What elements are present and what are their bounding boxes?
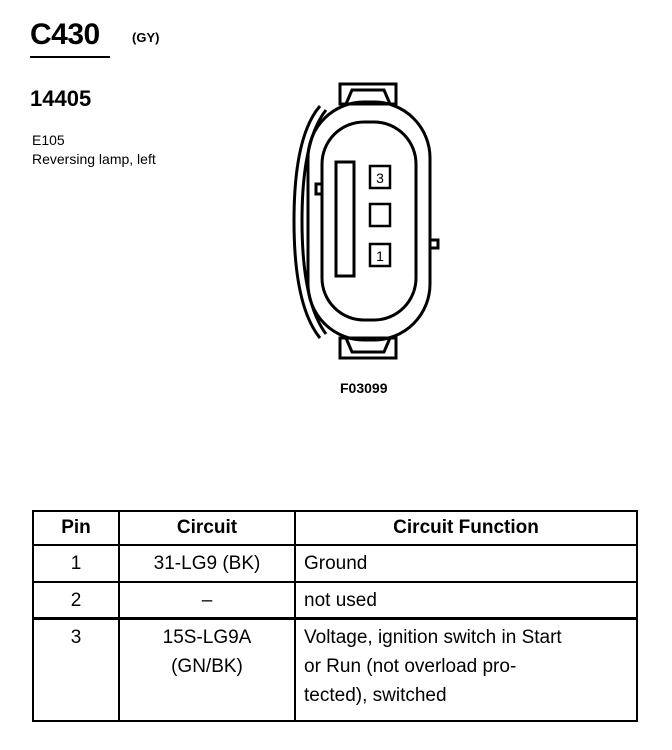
circuit-line: 31-LG9 (BK) xyxy=(153,553,261,574)
keying-slot xyxy=(336,162,354,276)
circuit-cell xyxy=(119,582,295,619)
terminal-2-cavity xyxy=(370,204,390,226)
connector-title: C430 xyxy=(30,18,100,51)
table-header-row xyxy=(33,511,637,545)
component-reference: E105 xyxy=(32,132,65,148)
figure-id: F03099 xyxy=(340,380,388,396)
terminal-3-label: 3 xyxy=(376,170,384,186)
pinout-table xyxy=(32,510,638,722)
function-cell xyxy=(295,619,637,721)
circuit-line: 15S-LG9A xyxy=(162,627,252,648)
circuit-cell xyxy=(119,545,295,582)
circuit-cell xyxy=(119,619,295,721)
row-separator-rule xyxy=(32,617,638,619)
table-row xyxy=(33,545,637,582)
connector-face-diagram xyxy=(288,76,448,366)
table-row xyxy=(33,582,637,619)
function-cell xyxy=(295,545,637,582)
pin-cell: 2 xyxy=(33,582,119,619)
header-circuit-function: Circuit Function xyxy=(295,511,637,545)
function-line: Voltage, ignition switch in Start xyxy=(304,627,562,648)
header-pin: Pin xyxy=(33,511,119,545)
header-circuit: Circuit xyxy=(119,511,295,545)
function-cell xyxy=(295,582,637,619)
function-line: Ground xyxy=(304,553,368,574)
circuit-line: (GN/BK) xyxy=(171,656,243,677)
part-number: 14405 xyxy=(30,86,92,111)
table-row xyxy=(33,619,637,721)
pin-cell: 3 xyxy=(33,619,119,721)
function-line: or Run (not overload pro- xyxy=(304,656,517,677)
function-line: not used xyxy=(304,590,377,611)
terminal-1-label: 1 xyxy=(376,248,384,264)
component-description: Reversing lamp, left xyxy=(32,151,156,167)
circuit-line: – xyxy=(201,590,213,611)
connector-color-code: (GY) xyxy=(132,30,160,45)
title-underline xyxy=(30,56,110,58)
function-line: tected), switched xyxy=(304,685,447,706)
pin-cell: 1 xyxy=(33,545,119,582)
